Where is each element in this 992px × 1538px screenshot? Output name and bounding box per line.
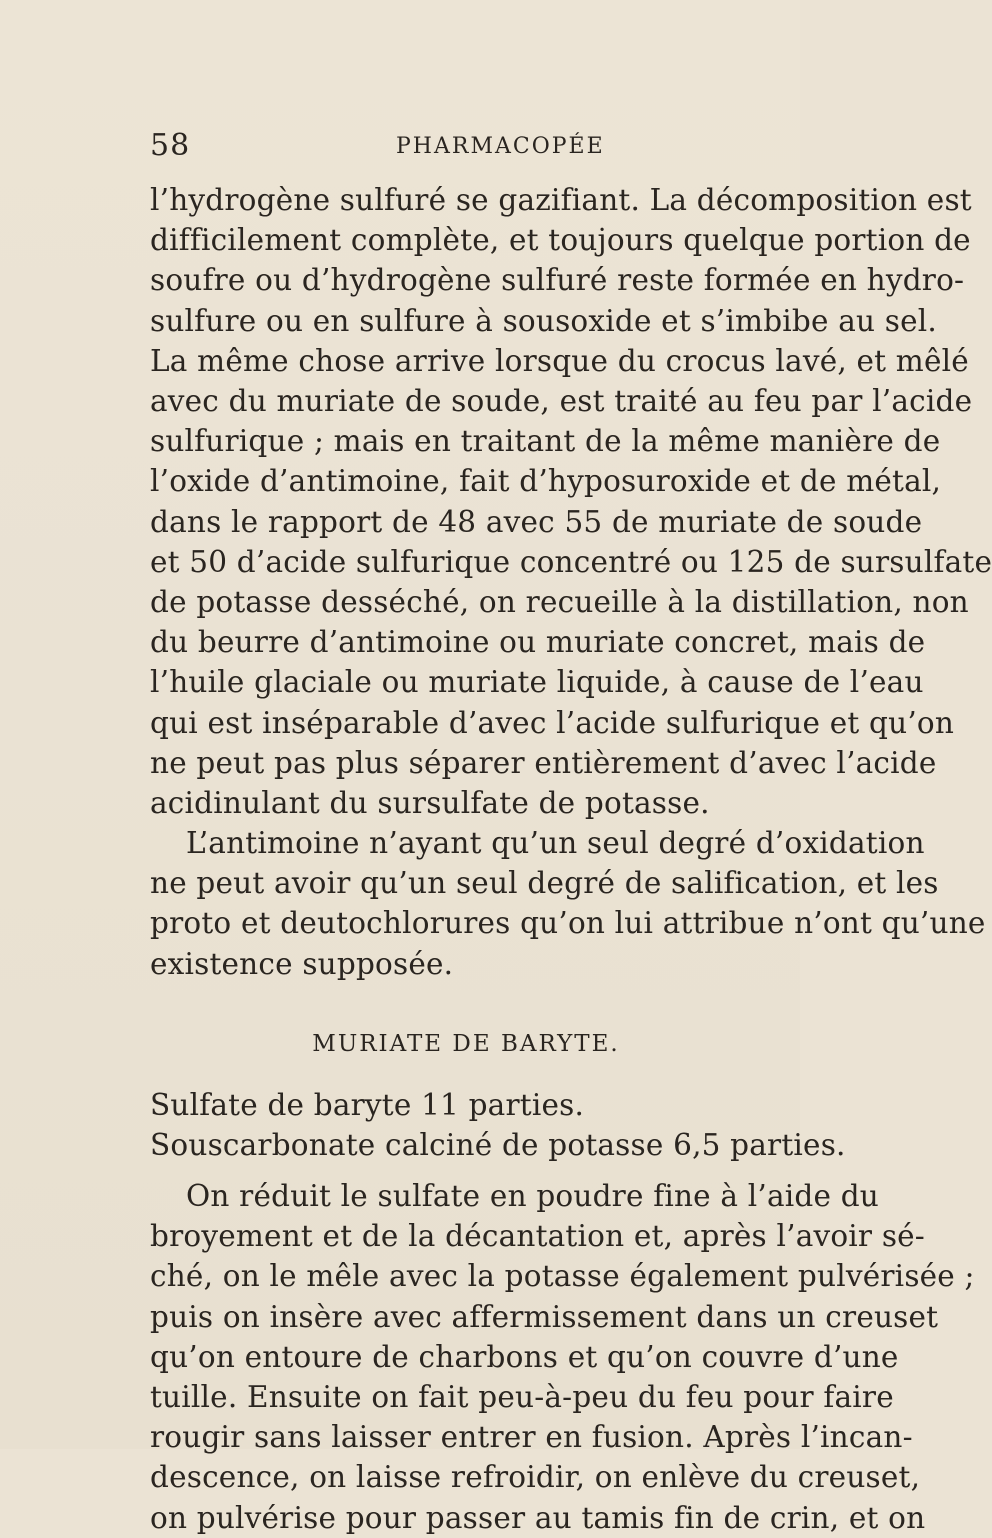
paragraph-2 (150, 823, 986, 984)
paragraph-1 (150, 180, 992, 823)
text-line: difficilement complète, et toujours quelque portion de (150, 223, 971, 258)
text-line: La même chose arrive lorsque du crocus lavé, et mêlé (150, 343, 969, 378)
ingredients-list (150, 1085, 846, 1165)
text-line: soufre ou d’hydrogène sulfuré reste formée en hydro- (150, 263, 965, 298)
text-line: dans le rapport de 48 avec 55 de muriate de soude (150, 504, 923, 539)
text-line: on pulvérise pour passer au tamis fin de crin, et on (150, 1500, 926, 1535)
text-line: l’oxide d’antimoine, fait d’hyposuroxide et de métal, (150, 464, 942, 499)
text-line: l’hydrogène sulfuré se gazifiant. La décomposition est (150, 183, 972, 217)
text-line: ne peut avoir qu’un seul degré de salification, et les (150, 866, 939, 901)
ingredient-line: Sulfate de baryte 11 parties. (150, 1088, 585, 1122)
text-line: tuille. Ensuite on fait peu-à-peu du feu pour faire (150, 1380, 894, 1415)
paragraph-3 (150, 1176, 975, 1538)
text-line: sulfure ou en sulfure à sousoxide et s’imbibe au sel. (150, 303, 938, 338)
running-title: PHARMACOPÉE (396, 134, 605, 159)
text-line: puis on insère avec affermissement dans un creuset (150, 1299, 939, 1334)
text-line: ché, on le mêle avec la potasse également pulvérisée ; (150, 1259, 975, 1294)
running-head (150, 128, 750, 168)
text-line: existence supposée. (150, 946, 454, 981)
page-number: 58 (150, 128, 191, 163)
text-line: rougir sans laisser entrer en fusion. Après l’incan- (150, 1420, 913, 1455)
text-line: qui est inséparable d’avec l’acide sulfurique et qu’on (150, 705, 955, 740)
text-line: ne peut pas plus séparer entièrement d’avec l’acide (150, 745, 937, 780)
text-line: descence, on laisse refroidir, on enlève du creuset, (150, 1460, 921, 1495)
section-title: MURIATE DE BARYTE. (312, 1031, 620, 1057)
text-line: de potasse desséché, on recueille à la distillation, non (150, 585, 969, 620)
text-line: broyement et de la décantation et, après l’avoir sé- (150, 1219, 925, 1254)
text-line: du beurre d’antimoine ou muriate concret, mais de (150, 625, 926, 660)
ingredient-line: Souscarbonate calciné de potasse 6,5 parties. (150, 1128, 846, 1163)
text-line: L’antimoine n’ayant qu’un seul degré d’oxidation (186, 826, 925, 860)
text-line: avec du muriate de soude, est traité au feu par l’acide (150, 384, 973, 419)
text-line: On réduit le sulfate en poudre fine à l’aide du (186, 1179, 879, 1213)
text-line: proto et deutochlorures qu’on lui attribue n’ont qu’une (150, 906, 986, 941)
text-line: l’huile glaciale ou muriate liquide, à cause de l’eau (150, 665, 924, 700)
text-line: qu’on entoure de charbons et qu’on couvre d’une (150, 1339, 899, 1374)
text-line: acidinulant du sursulfate de potasse. (150, 786, 710, 821)
text-line: et 50 d’acide sulfurique concentré ou 125 de sursulfate (150, 544, 992, 579)
text-line: sulfurique ; mais en traitant de la même manière de (150, 424, 941, 459)
